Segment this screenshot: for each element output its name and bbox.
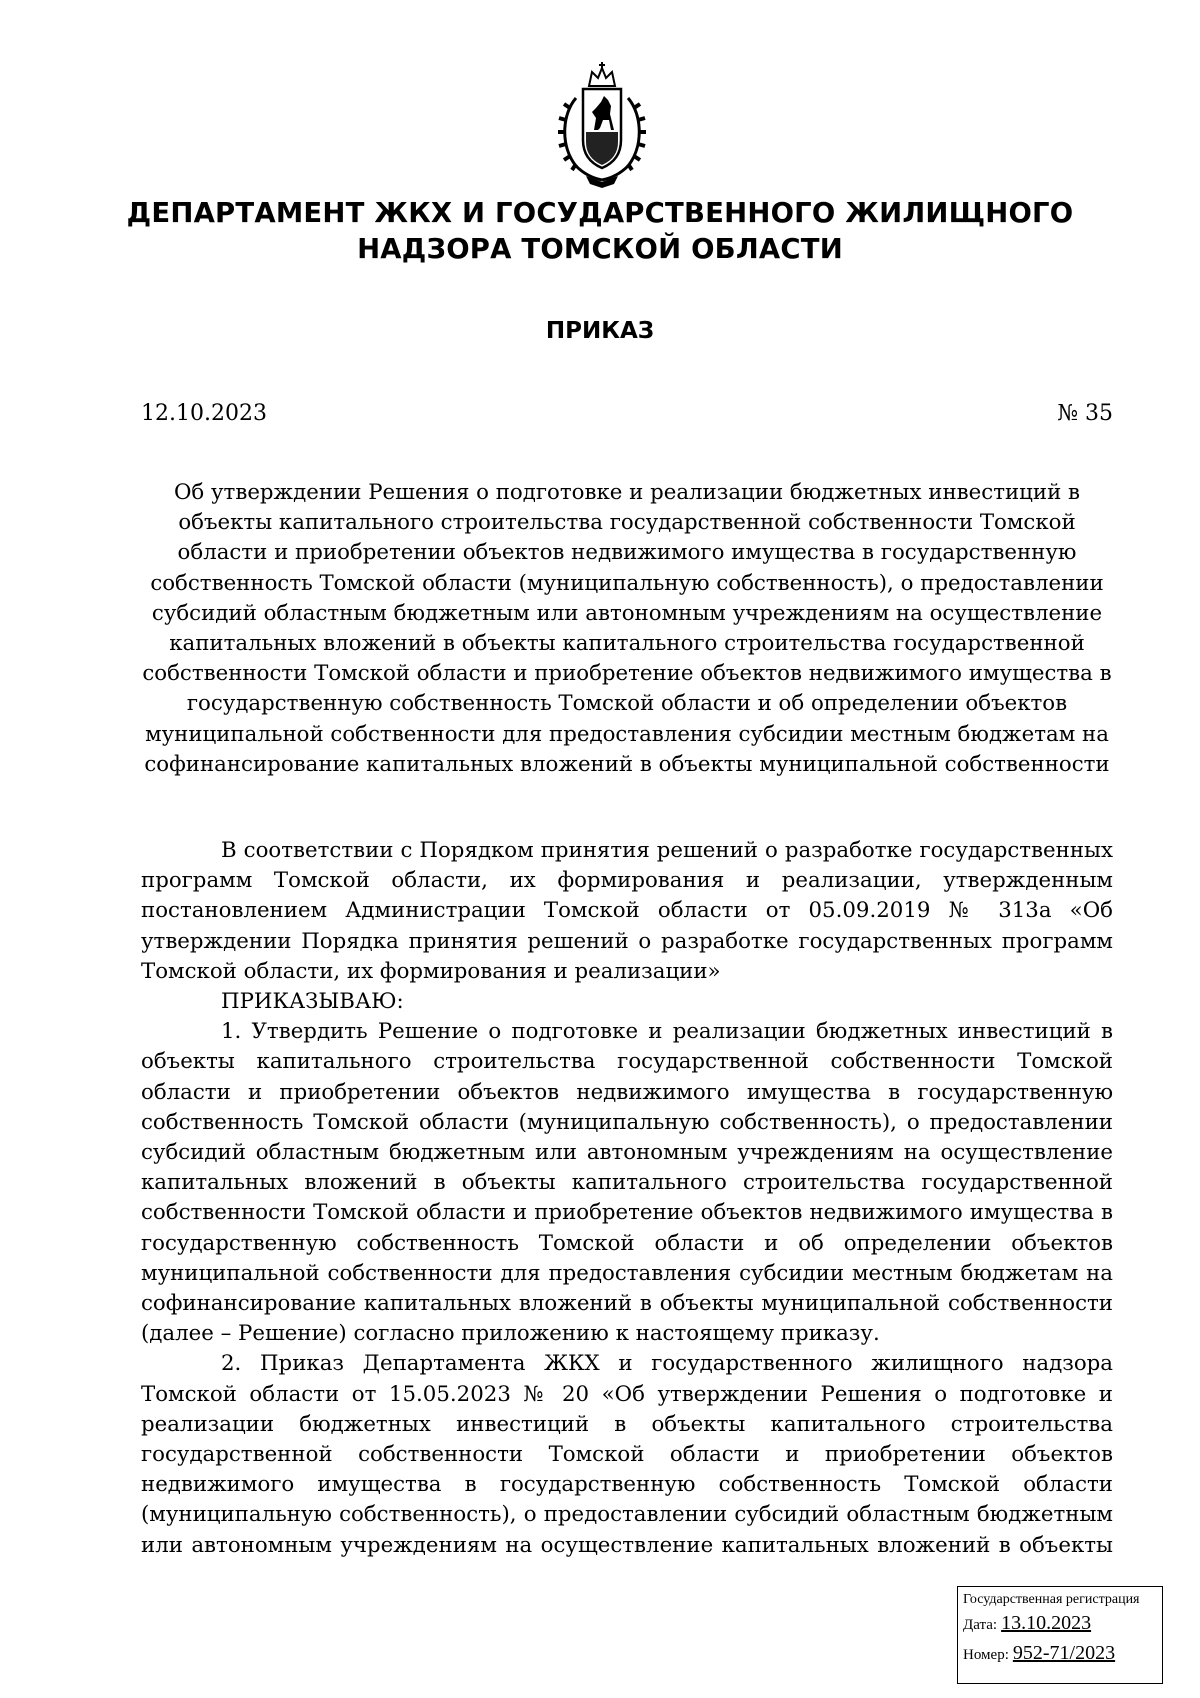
preamble-paragraph: В соответствии с Порядком принятия решений о разработке государственных программ Томской области, их формирования и реализации, утвержденным постановлением Администрации Томской области от 05.09.2019 № 313а «Об утверждении Порядка принятия решений о разработке государственных программ Томской области, их формирования и реализации» xyxy=(141,838,1113,984)
order-item-1: 1. Утвердить Решение о подготовке и реализации бюджетных инвестиций в объекты капитального строительства государственной собственности Томской области и приобретении объектов недвижимого имущества в государственную собственность Томской области (муниципальную собственность), о предоставлении субсидий областным бюджетным или автономным учреждениям на осуществление капитальных вложений в объекты капитального строительства государственной собственности Томской области и приобретение объектов недвижимого имущества в государственную собственность Томской области и об определении объектов муниципальной собственности для предоставления субсидии местным бюджетам на софинансирование капитальных вложений в объекты муниципальной собственности (далее – Решение) согласно приложению к настоящему приказу. xyxy=(141,1019,1113,1347)
document-date: 12.10.2023 xyxy=(141,401,267,426)
document-type: ПРИКАЗ xyxy=(545,318,655,344)
order-word: ПРИКАЗЫВАЮ: xyxy=(221,989,404,1015)
registration-number-label: Номер: xyxy=(963,1647,1009,1663)
organization-name: ДЕПАРТАМЕНТ ЖКХ И ГОСУДАРСТВЕННОГО ЖИЛИЩНОГО НАДЗОРА ТОМСКОЙ ОБЛАСТИ xyxy=(126,197,1074,265)
coat-of-arms-icon xyxy=(556,62,648,188)
registration-stamp xyxy=(957,1586,1163,1684)
registration-number-row xyxy=(963,1642,1157,1672)
document-number: № 35 xyxy=(1057,401,1113,426)
registration-date-value: 13.10.2023 xyxy=(1001,1612,1092,1634)
registration-title: Государственная регистрация xyxy=(963,1592,1140,1607)
registration-number-value: 952-71/2023 xyxy=(1012,1642,1116,1664)
order-item-2: 2. Приказ Департамента ЖКХ и государственного жилищного надзора Томской области от 15.05.2023 № 20 «Об утверждении Решения о подготовке и реализации бюджетных инвестиций в объекты капитального строительства государственной собственности Томской области и приобретении объектов недвижимого имущества в государственную собственность Томской области (муниципальную собственность), о предоставлении субсидий областным бюджетным или автономным учреждениям на осуществление капитальных вложений в объекты xyxy=(141,1351,1113,1558)
registration-date-label: Дата: xyxy=(963,1617,998,1633)
document-subject: Об утверждении Решения о подготовке и реализации бюджетных инвестиций в объекты капитального строительства государственной собственности Томской области и приобретении объектов недвижимого имущества в государственную собственность Томской области (муниципальную собственность), о предоставлении субсидий областным бюджетным или автономным учреждениям на осуществление капитальных вложений в объекты капитального строительства государственной собственности Томской области и приобретение объектов недвижимого имущества в государственную собственность Томской области и об определении объектов муниципальной собственности для предоставления субсидии местным бюджетам на софинансирование капитальных вложений в объекты муниципальной собственности xyxy=(142,480,1112,777)
registration-date-row xyxy=(963,1612,1157,1642)
document-body xyxy=(141,836,1113,1561)
